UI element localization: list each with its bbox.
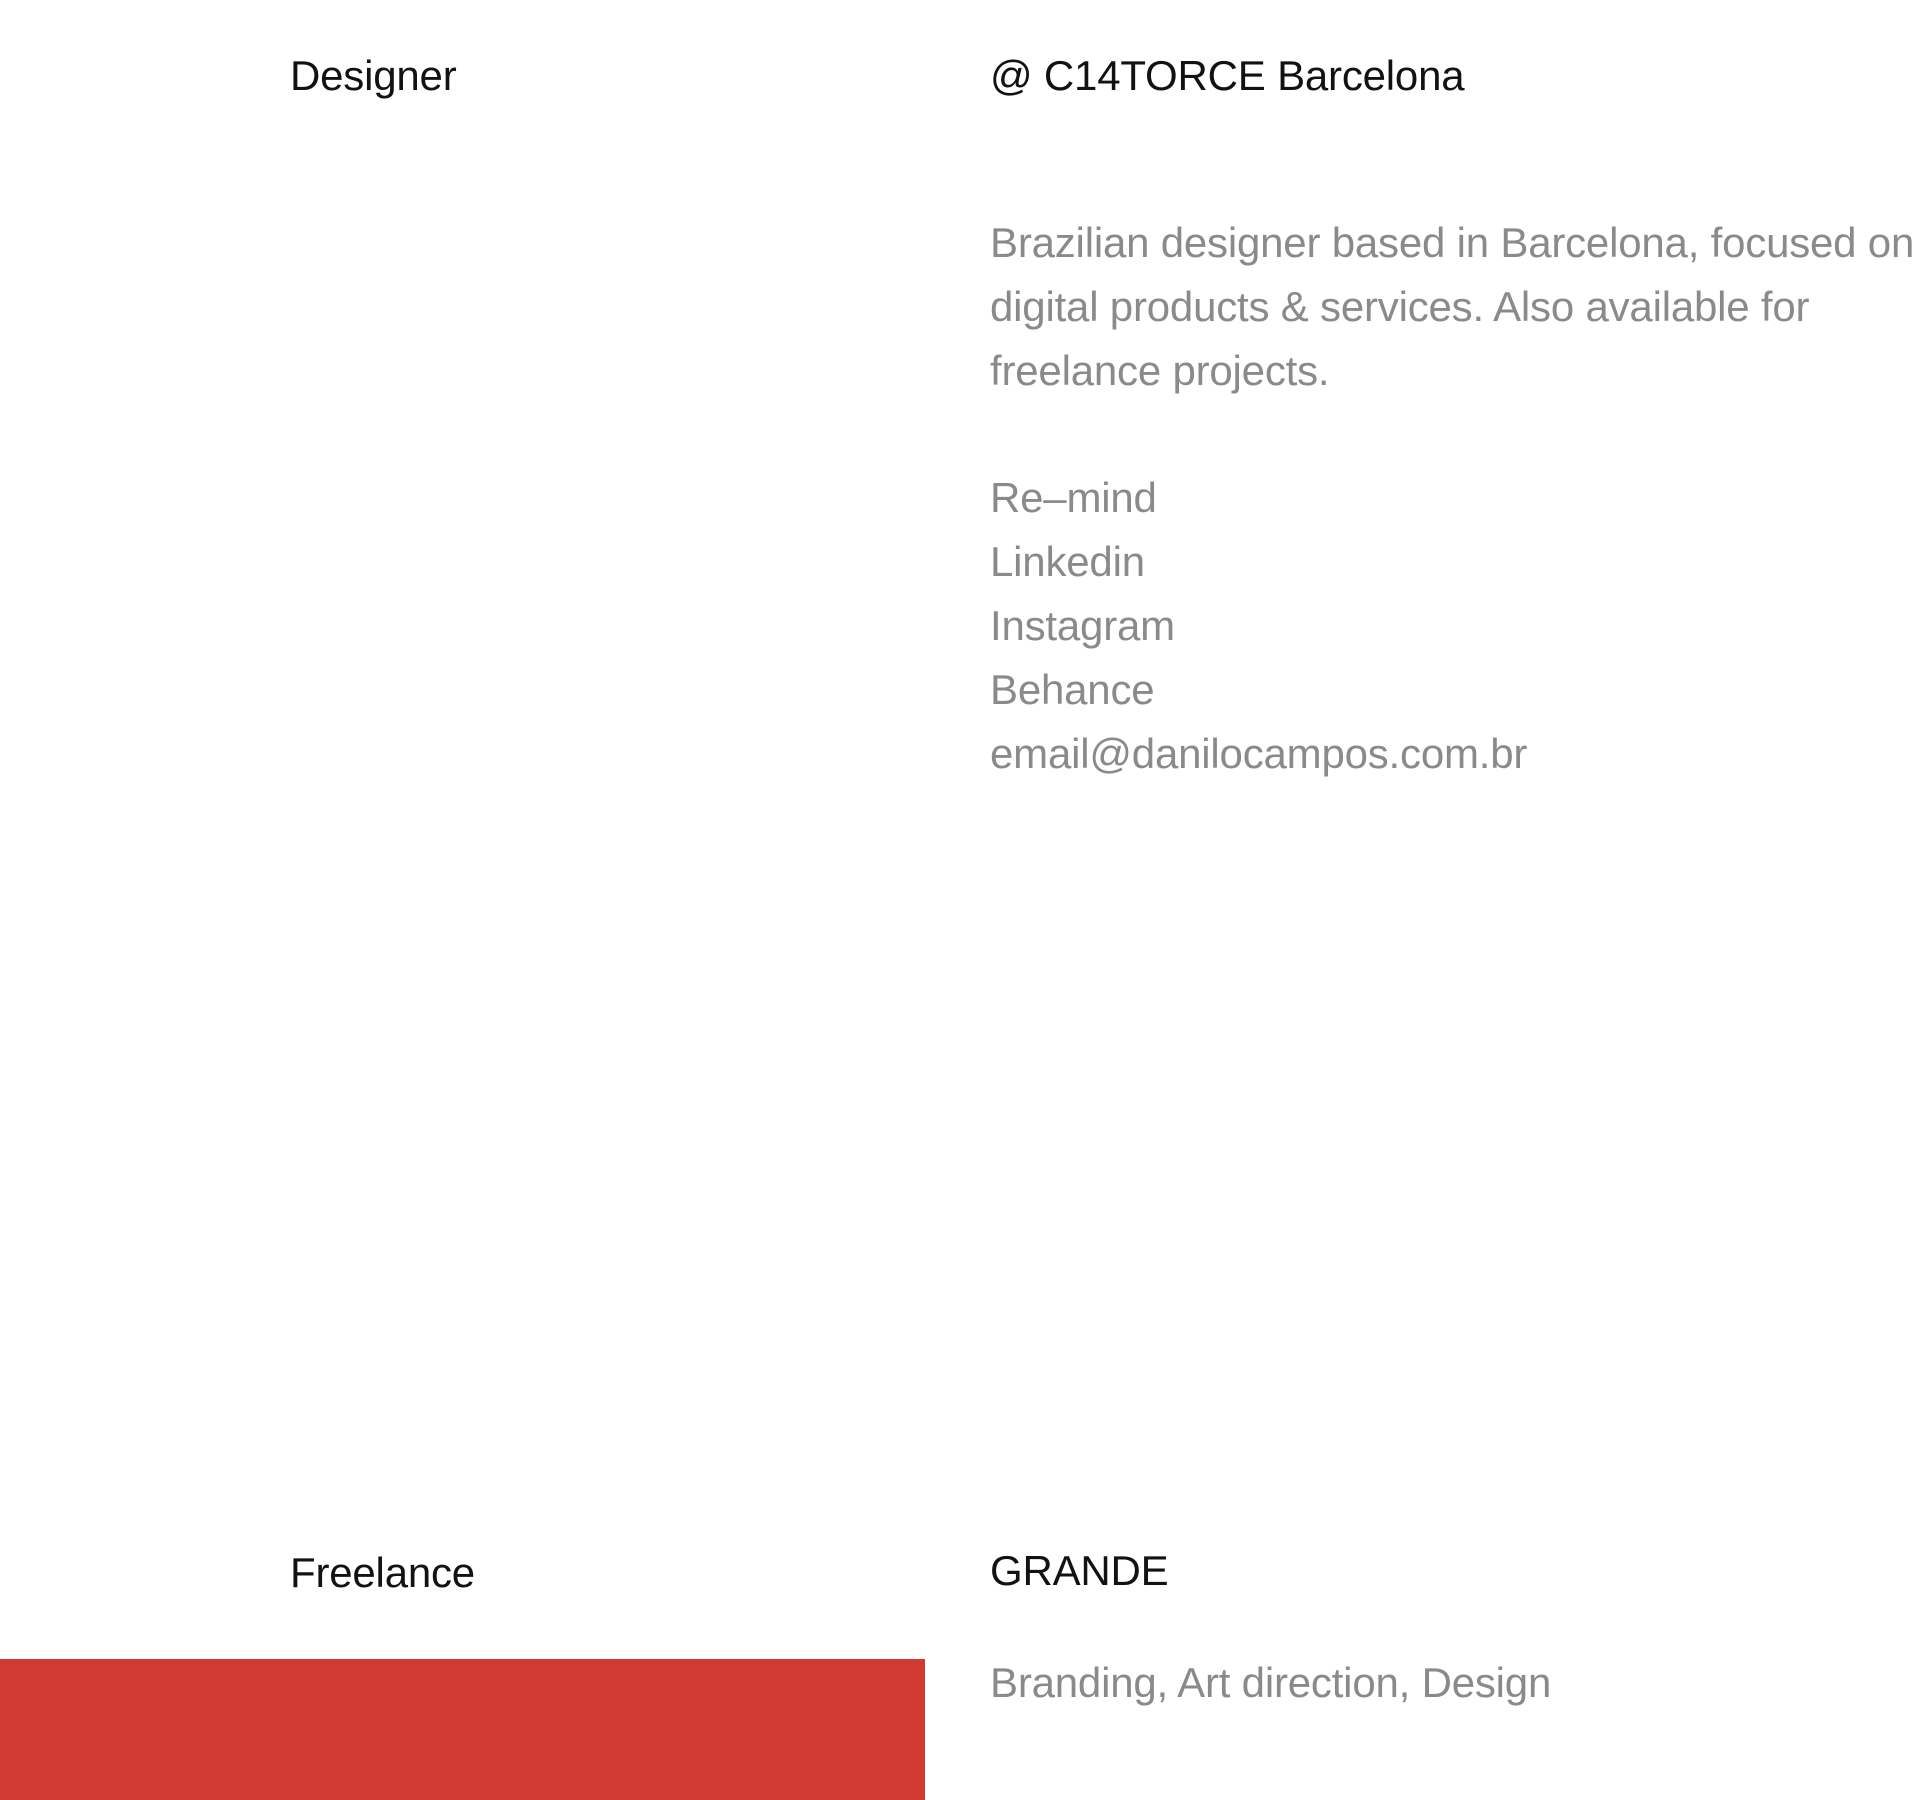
studio-heading: @ C14TORCE Barcelona [990,52,1465,99]
contact-links [990,466,1527,786]
role-label: Designer [290,52,457,99]
project-title-grande: GRANDE [990,1547,1169,1594]
link-linkedin[interactable]: Linkedin [990,538,1145,585]
section-label-freelance: Freelance [290,1549,475,1596]
project-tags: Branding, Art direction, Design [990,1659,1552,1706]
project-image-grande[interactable] [0,1659,925,1800]
link-email[interactable]: email@danilocampos.com.br [990,730,1528,777]
bio-paragraph [990,211,1914,403]
link-behance[interactable]: Behance [990,666,1155,713]
link-re-mind[interactable]: Re–mind [990,474,1157,521]
bio-line: digital products & services. Also available for [990,283,1810,330]
bio-line: freelance projects. [990,347,1330,394]
link-instagram[interactable]: Instagram [990,602,1175,649]
bio-line: Brazilian designer based in Barcelona, focused on [990,219,1915,266]
